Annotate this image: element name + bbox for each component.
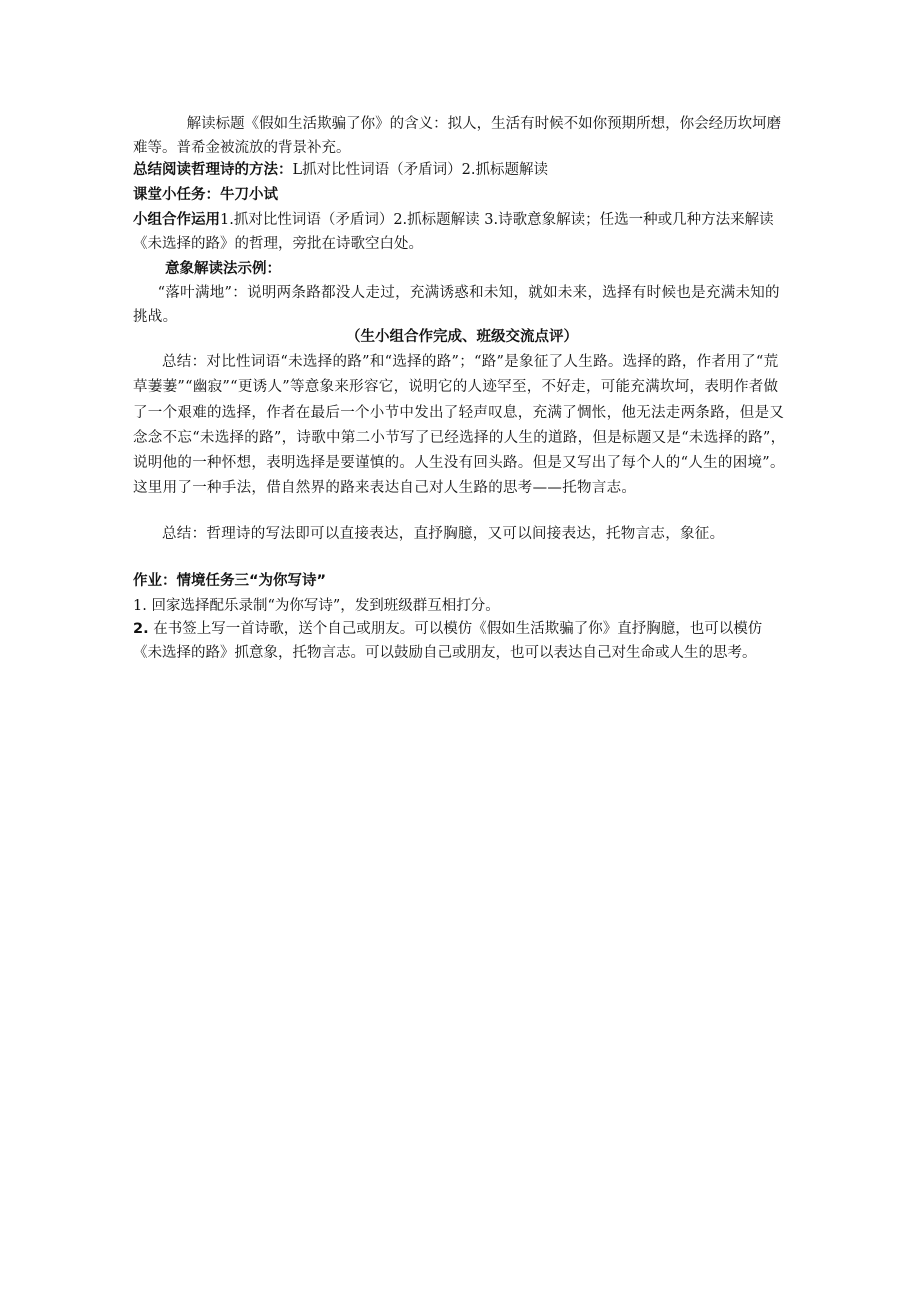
homework-item-1: 1. 回家选择配乐录制“为你写诗”，发到班级群互相打分。 (133, 598, 500, 614)
summary-paragraph-2: 总结：哲理诗的写法即可以直接表达，直抒胸臆，又可以间接表达，托物言志，象征。 (162, 526, 725, 542)
method-text: L抓对比性词语（矛盾词）2.抓标题解读 (292, 162, 548, 178)
homework-item-2-text: 在书签上写一首诗歌，送个自己或朋友。可以模仿《假如生活欺骗了你》直抒胸臆，也可以模仿《未选择的路》抓意象，托物言志。可以鼓励自己或朋友，也可以表达自己对生命或人生的思考。 (133, 621, 763, 661)
homework-item-2 (133, 617, 791, 665)
reading-method-summary (133, 158, 791, 182)
homework-item-2-number: 2. (133, 621, 149, 637)
group-text: 1.抓对比性词语（矛盾词）2.抓标题解读 3.诗歌意象解读；任选一种或几种方法来解读《未选择的路》的哲理，旁批在诗歌空白处。 (133, 212, 774, 252)
task-heading: 课堂小任务：牛刀小试 (133, 187, 278, 203)
homework-heading: 作业：情境任务三“为你写诗” (133, 573, 327, 589)
title-interpretation-paragraph: 解读标题《假如生活欺骗了你》的含义：拟人，生活有时候不如你预期所想，你会经历坎坷磨难等。普希金被流放的背景补充。 (133, 116, 782, 156)
summary-paragraph-1: 总结：对比性词语“未选择的路”和“选择的路”；“路”是象征了人生路。选择的路，作者用了“荒草萋萋”“幽寂”“更诱人”等意象来形容它，说明它的人迹罕至，不好走，可能充满坎坷，表明作者做了一个艰难的选择，作者在最后一个小节中发出了轻声叹息，充满了惆怅，他无法走两条路，但是又念念不忘“未选择的路”，诗歌中第二小节写了已经选择的人生的道路，但是标题又是“未选择的路”，说明他的一种怀想，表明选择是要谨慎的。人生没有回头路。但是又写出了每个人的“人生的困境”。这里用了一种手法，借自然界的路来表达自己对人生路的思考——托物言志。 (133, 354, 786, 497)
method-label: 总结阅读哲理诗的方法： (133, 162, 293, 178)
imagery-example: “落叶满地”：说明两条路都没人走过，充满诱惑和未知，就如未来，选择有时候也是充满未知的挑战。 (133, 285, 780, 325)
group-work-note: （生小组合作完成、班级交流点评） (346, 329, 578, 345)
imagery-heading: 意象解读法示例： (165, 261, 281, 277)
group-cooperation-paragraph (133, 208, 791, 256)
group-label: 小组合作运用 (133, 212, 220, 228)
